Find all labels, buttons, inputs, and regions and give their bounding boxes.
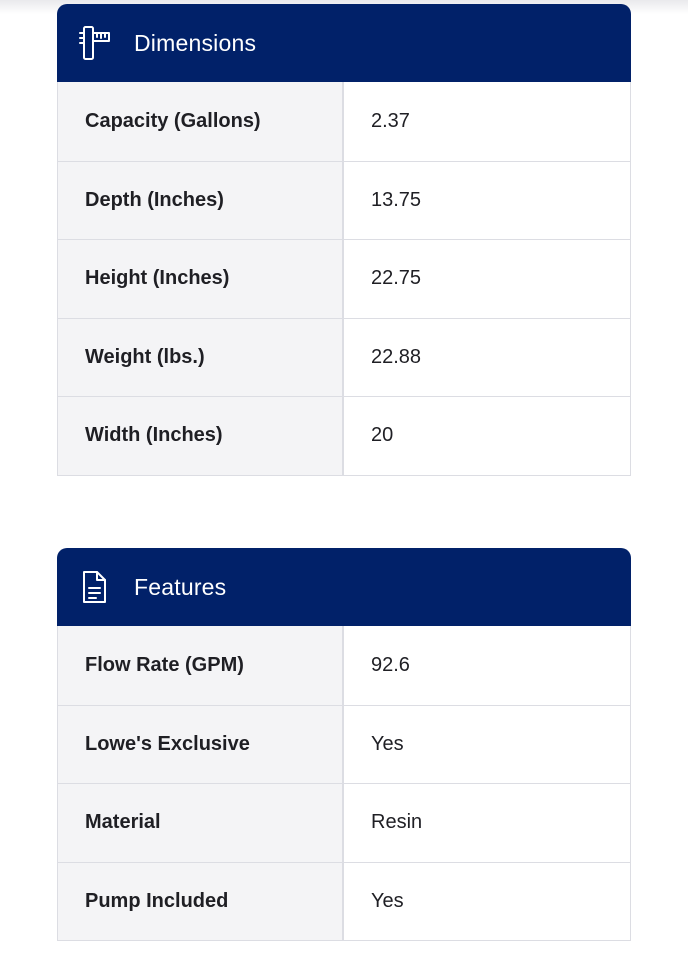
table-row [58,318,630,397]
table-row [58,396,630,475]
features-section [57,548,631,941]
table-row [58,783,630,862]
dimensions-header [57,4,631,82]
spec-value: 22.88 [344,319,630,397]
spec-value: Resin [344,784,630,862]
features-header [57,548,631,626]
dimensions-section [57,4,631,476]
spec-label: Flow Rate (GPM) [58,626,344,705]
features-title: Features [134,573,227,600]
document-icon [75,568,113,606]
spec-label: Height (Inches) [58,240,344,318]
table-row [58,161,630,240]
spec-value: 92.6 [344,626,630,705]
spec-label: Weight (lbs.) [58,319,344,397]
spec-value: 2.37 [344,82,630,161]
spec-label: Material [58,784,344,862]
spec-label: Width (Inches) [58,397,344,475]
features-table [57,626,631,941]
table-row [58,626,630,705]
spec-value: Yes [344,863,630,941]
spec-value: Yes [344,706,630,784]
ruler-dimensions-icon [75,24,113,62]
dimensions-title: Dimensions [134,29,257,56]
spec-label: Depth (Inches) [58,162,344,240]
table-row [58,862,630,941]
table-row [58,239,630,318]
spec-value: 22.75 [344,240,630,318]
dimensions-table [57,82,631,476]
spec-label: Capacity (Gallons) [58,82,344,161]
spec-label: Pump Included [58,863,344,941]
table-row [58,705,630,784]
spec-value: 13.75 [344,162,630,240]
spec-label: Lowe's Exclusive [58,706,344,784]
spec-value: 20 [344,397,630,475]
table-row [58,82,630,161]
